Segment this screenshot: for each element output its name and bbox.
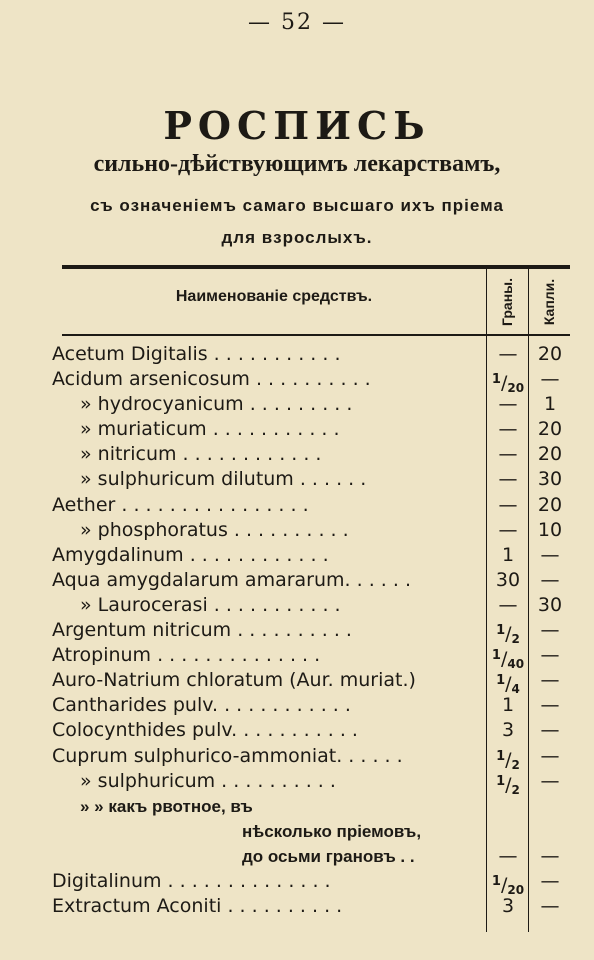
drops-value: — [540,869,560,892]
grains-value: — [498,844,518,867]
drug-name: Argentum nitricum . . . . . . . . . . [52,619,352,642]
table-row [52,718,572,743]
table-row [52,844,572,869]
table-row [52,894,572,919]
drug-name: » sulphuricum . . . . . . . . . . [80,769,336,792]
grains-value: — [498,418,518,441]
grains-value: $^1/_{20}$ [491,873,525,897]
drug-name: Amygdalinum . . . . . . . . . . . . [52,543,329,566]
drops-value: 30 [537,468,563,491]
grains-value: $^1/_2$ [496,623,520,647]
grains-value: $^1/_{40}$ [491,648,525,672]
grains-value: 1 [501,543,515,566]
drops-value: — [540,368,560,391]
drug-name: » muriaticum . . . . . . . . . . . [80,418,340,441]
drug-name: » Laurocerasi . . . . . . . . . . . [80,593,341,616]
page-number: — 52 — [248,10,346,35]
drug-name: » hydrocyanicum . . . . . . . . . [80,393,353,416]
drops-value: 30 [537,593,563,616]
table-row [52,593,572,618]
table-row [52,342,572,367]
drops-value: — [540,719,560,742]
table-row [52,693,572,718]
table-body [52,342,572,919]
drug-name: » nitricum . . . . . . . . . . . . [80,443,322,466]
grains-value: — [498,493,518,516]
drops-value: 1 [543,393,557,416]
grains-value: $^1/_2$ [496,773,520,797]
drops-value: 20 [537,418,563,441]
header-column-grains: Граны. [499,277,516,327]
drug-name: Cuprum sulphurico-ammoniat. . . . . . [52,744,403,767]
drug-name: Aether . . . . . . . . . . . . . . . . [52,493,309,516]
column-divider [528,269,529,334]
grains-value: $^1/_2$ [496,748,520,772]
drug-name: Digitalinum . . . . . . . . . . . . . . [52,869,331,892]
drops-value: — [540,895,560,918]
drug-name: Aqua amygdalarum amararum. . . . . . [52,568,411,591]
drug-name: Auro-Natrium chloratum (Aur. muriat.) [52,669,416,692]
drug-name: » phosphoratus . . . . . . . . . . [80,518,349,541]
drops-value: 10 [537,518,563,541]
drug-name: Extractum Aconiti . . . . . . . . . . [52,895,343,918]
grains-value: 30 [495,568,521,591]
table-row [52,467,572,492]
drops-value: — [540,644,560,667]
table-row [52,543,572,568]
header-column-name: Наименованіе средствъ. [175,288,373,305]
drug-name: нѣсколько пріемовъ, [242,821,422,841]
grains-value: — [498,518,518,541]
drug-name: Atropinum . . . . . . . . . . . . . . [52,644,321,667]
subtitle-line-3: для взрослыхъ. [221,228,373,247]
drops-value: — [540,669,560,692]
table-row [52,493,572,518]
grains-value: $^1/_4$ [496,673,520,697]
header-column-drops: Капли. [541,278,558,326]
drug-name: Cantharides pulv. . . . . . . . . . . . [52,694,351,717]
table-row [52,417,572,442]
drug-name: » » какъ рвотное, въ [80,796,253,816]
grains-value: — [498,443,518,466]
grains-value: 3 [501,895,515,918]
drug-name: Acetum Digitalis . . . . . . . . . . . [52,343,341,365]
drops-value: 20 [537,443,563,466]
table-row [52,819,572,844]
grains-value: — [498,343,518,365]
grains-value: $^1/_{20}$ [491,372,525,396]
table-row [52,643,572,672]
table-row [52,518,572,543]
drops-value: — [540,694,560,717]
table-row [52,442,572,467]
drug-name: Colocynthides pulv. . . . . . . . . . . [52,719,358,742]
drug-name: Acidum arsenicosum . . . . . . . . . . [52,368,371,391]
drops-value: — [540,744,560,767]
page-title: РОСПИСЬ [163,103,431,148]
table-row [52,367,572,396]
drug-name: » sulphuricum dilutum . . . . . . [80,468,367,491]
drops-value: — [540,543,560,566]
drug-name: до осьми грановъ . . [242,846,415,866]
drops-value: — [540,568,560,591]
table-row [52,568,572,593]
grains-value: 1 [501,694,515,717]
column-divider [486,269,487,334]
table-row [52,744,572,772]
subtitle-line-2: съ означеніемъ самаго высшаго ихъ пріема [90,196,504,215]
table-row [52,392,572,417]
table-row [52,618,572,647]
subtitle: сильно-дѣйствующимъ лекарствамъ, [93,151,501,177]
table-top-rule [62,265,570,269]
table-row [52,668,572,697]
drops-value: — [540,619,560,642]
table-row [52,769,572,797]
grains-value: — [498,593,518,616]
grains-value: — [498,393,518,416]
table-row [52,869,572,897]
grains-value: — [498,468,518,491]
drops-value: 20 [537,343,563,365]
header-bottom-rule [62,334,570,336]
drops-value: — [540,769,560,792]
grains-value: 3 [501,719,515,742]
drops-value: — [540,844,560,867]
drops-value: 20 [537,493,563,516]
table-row [52,794,572,819]
